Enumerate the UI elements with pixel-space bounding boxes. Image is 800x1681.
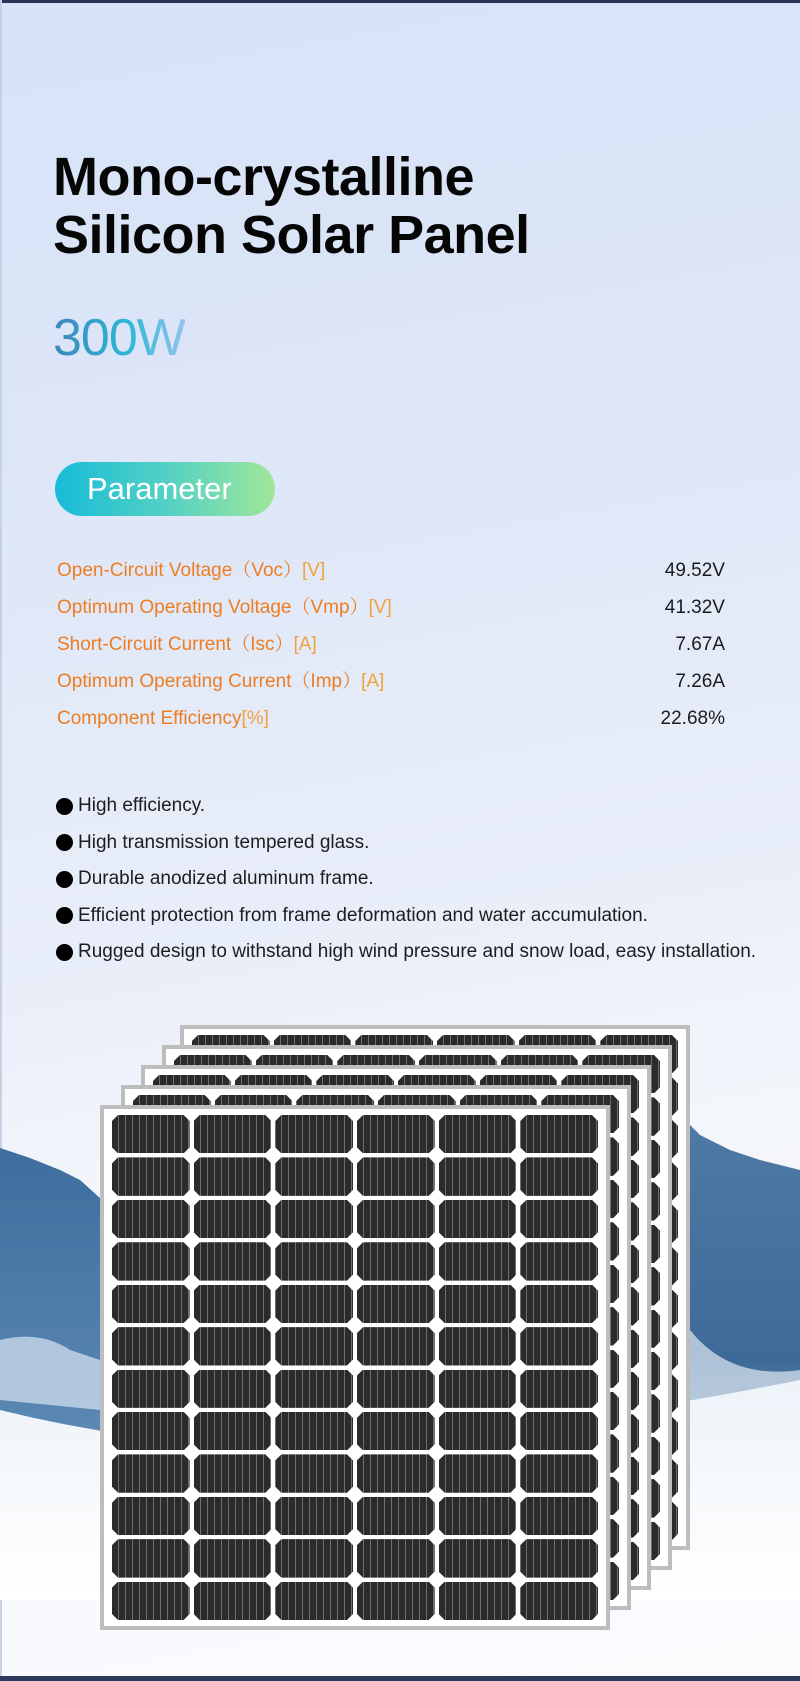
param-row-efficiency — [57, 705, 725, 742]
title-line-2: Silicon Solar Panel — [53, 205, 530, 265]
feature-item: Durable anodized aluminum frame. — [56, 861, 756, 898]
feature-item: Efficient protection from frame deformation and water accumulation. — [56, 898, 756, 935]
bullet-icon — [56, 944, 73, 961]
param-value: 41.32V — [664, 597, 725, 618]
power-rating: 300W — [53, 309, 185, 367]
param-label: Optimum Operating Voltage（Vmp）[V] — [57, 597, 392, 618]
param-label: Open-Circuit Voltage（Voc）[V] — [57, 560, 326, 581]
bottom-border — [0, 1676, 800, 1681]
feature-item: High efficiency. — [56, 788, 756, 825]
param-label: Optimum Operating Current（Imp）[A] — [57, 671, 385, 692]
param-value: 7.26A — [675, 671, 725, 692]
title-line-1: Mono-crystalline — [53, 147, 475, 207]
feature-item: High transmission tempered glass. — [56, 825, 756, 862]
parameter-table — [57, 557, 725, 742]
product-title — [53, 148, 530, 264]
parameter-badge: Parameter — [55, 462, 275, 516]
top-border — [0, 0, 800, 3]
param-label: Short-Circuit Current（Isc）[A] — [57, 634, 317, 655]
param-row-imp — [57, 668, 725, 705]
solar-panel-front — [100, 1105, 610, 1630]
bullet-icon — [56, 907, 73, 924]
param-row-isc — [57, 631, 725, 668]
param-value: 49.52V — [664, 560, 725, 581]
param-label: Component Efficiency[%] — [57, 708, 269, 729]
feature-item: Rugged design to withstand high wind pressure and snow load, easy installation. — [56, 934, 756, 971]
param-value: 7.67A — [675, 634, 725, 655]
bullet-icon — [56, 871, 73, 888]
bullet-icon — [56, 798, 73, 815]
bullet-icon — [56, 834, 73, 851]
param-row-voc — [57, 557, 725, 594]
feature-list — [56, 788, 756, 971]
param-row-vmp — [57, 594, 725, 631]
param-value: 22.68% — [660, 708, 725, 729]
